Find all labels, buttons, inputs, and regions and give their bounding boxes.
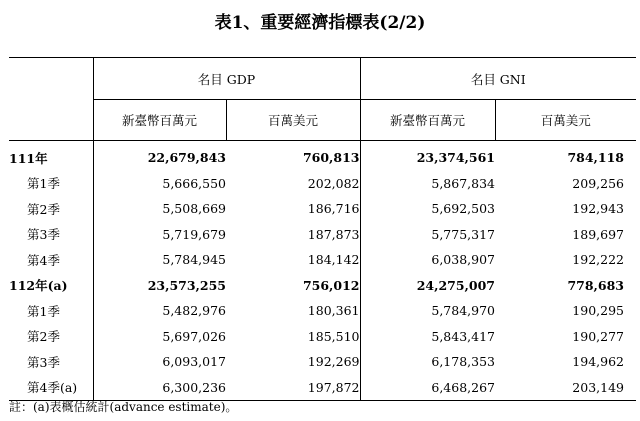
gdp-ntd-value: 6,093,017: [93, 349, 226, 375]
gdp-usd-value: 760,813: [302, 150, 360, 166]
header-gdp-ntd: 新臺幣百萬元: [93, 100, 226, 141]
economic-indicators-table: [9, 57, 636, 401]
gni-usd-value: 209,256: [572, 175, 624, 191]
gdp-ntd-value: 6,300,236: [93, 375, 226, 401]
gdp-ntd-value: 23,573,255: [93, 273, 226, 299]
gdp-ntd-value: 5,482,976: [93, 298, 226, 324]
footnote: 註：(a)表概估統計(advance estimate)。: [9, 400, 238, 414]
table-row: [9, 247, 636, 273]
gni-usd-value: 192,222: [572, 252, 624, 268]
table-row: [9, 273, 636, 299]
gni-ntd-value: 6,178,353: [360, 349, 495, 375]
gni-ntd-value: 5,692,503: [360, 196, 495, 222]
gdp-usd-value: 202,082: [307, 175, 360, 191]
gni-ntd-value: 5,784,970: [360, 298, 495, 324]
gni-usd-value: 190,277: [572, 328, 624, 344]
gdp-usd-value: 186,716: [307, 201, 360, 217]
gdp-usd-value: 184,142: [307, 252, 360, 268]
gni-usd-value: 190,295: [572, 303, 624, 319]
table-row: [9, 324, 636, 350]
header-gni-ntd: 新臺幣百萬元: [360, 100, 495, 141]
header-gni-usd: 百萬美元: [495, 100, 636, 141]
gni-ntd-value: 24,275,007: [360, 273, 495, 299]
gdp-ntd-value: 5,666,550: [93, 171, 226, 197]
gdp-usd-value: 185,510: [307, 328, 360, 344]
header-corner-lower: [9, 100, 93, 141]
gdp-ntd-value: 5,697,026: [93, 324, 226, 350]
gni-usd-value: 192,943: [572, 201, 624, 217]
row-label: 第2季: [27, 329, 60, 345]
table-row: [9, 171, 636, 197]
table-row: [9, 375, 636, 401]
table-row: [9, 298, 636, 324]
gdp-ntd-value: 5,719,679: [93, 222, 226, 248]
gni-ntd-value: 23,374,561: [360, 141, 495, 171]
gni-usd-value: 194,962: [572, 354, 624, 370]
gni-usd-value: 778,683: [567, 277, 624, 293]
gdp-usd-value: 756,012: [302, 277, 360, 293]
gdp-usd-value: 192,269: [307, 354, 360, 370]
table-row: [9, 222, 636, 248]
gni-ntd-value: 5,775,317: [360, 222, 495, 248]
row-label: 第4季: [27, 252, 60, 268]
header-corner: [9, 58, 93, 100]
gdp-usd-value: 180,361: [307, 303, 360, 319]
header-nominal-gni: 名目 GNI: [360, 58, 636, 100]
row-label: 第3季: [27, 227, 60, 243]
header-gdp-usd: 百萬美元: [226, 100, 360, 141]
gni-usd-value: 203,149: [495, 375, 636, 401]
gdp-usd-value: 197,872: [226, 375, 360, 401]
gdp-ntd-value: 22,679,843: [93, 141, 226, 171]
gni-ntd-value: 5,843,417: [360, 324, 495, 350]
row-label: 第2季: [27, 201, 60, 217]
gni-usd-value: 784,118: [567, 150, 624, 166]
header-nominal-gdp: 名目 GDP: [93, 58, 360, 100]
row-label: 第1季: [27, 303, 60, 319]
gni-ntd-value: 6,038,907: [360, 247, 495, 273]
row-label: 第1季: [27, 176, 60, 192]
gdp-ntd-value: 5,784,945: [93, 247, 226, 273]
table-row: [9, 141, 636, 171]
row-label: 第4季(a): [9, 375, 93, 401]
row-label: 112年(a): [9, 278, 68, 294]
gdp-ntd-value: 5,508,669: [93, 196, 226, 222]
page-title: 表1、重要經濟指標表(2/2): [214, 13, 426, 33]
table-row: [9, 349, 636, 375]
row-label: 111年: [9, 150, 48, 166]
gni-ntd-value: 6,468,267: [360, 375, 495, 401]
gni-ntd-value: 5,867,834: [360, 171, 495, 197]
gdp-usd-value: 187,873: [307, 226, 360, 242]
gni-usd-value: 189,697: [572, 226, 624, 242]
row-label: 第3季: [27, 354, 60, 370]
table-row: [9, 196, 636, 222]
